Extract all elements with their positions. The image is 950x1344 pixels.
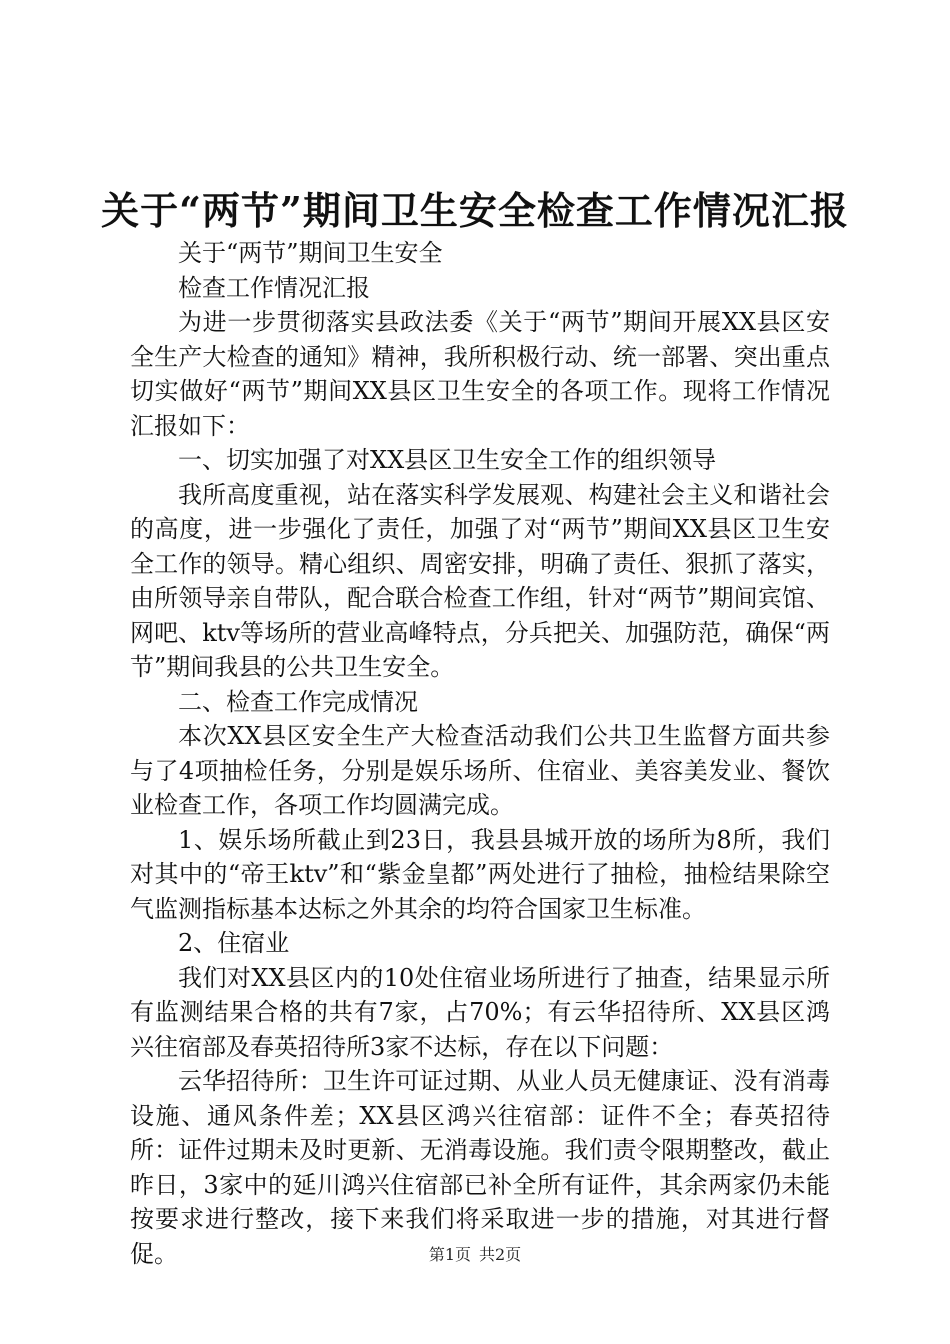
intro-paragraph: 为进一步贯彻落实县政法委《关于“两节”期间开展XX县区安全生产大检查的通知》精神，我所积极行动、统一部署、突出重点切实做好“两节”期间XX县区卫生安全的各项工作。现将工作情况汇报如下： [130,308,830,440]
page-footer [0,1244,950,1266]
subtitle-line-1: 关于“两节”期间卫生安全 [178,239,443,267]
page-number: 第1页 [428,1245,471,1264]
section-1-paragraph: 我所高度重视，站在落实科学发展观、构建社会主义和谐社会的高度，进一步强化了责任，加强了对“两节”期间XX县区卫生安全工作的领导。精心组织、周密安排，明确了责任、狠抓了落实，由所领导亲自带队，配合联合检查工作组，针对“两节”期间宾馆、网吧、ktv等场所的营业高峰特点，分兵把关、加强防范，确保“两节”期间我县的公共卫生安全。 [130,480,830,681]
issues-paragraph: 云华招待所：卫生许可证过期、从业人员无健康证、没有消毒设施、通风条件差；XX县区鸿兴往宿部：证件不全；春英招待所：证件过期未及时更新、无消毒设施。我们责令限期整改，截止昨日，3家中的延川鸿兴住宿部已补全所有证件，其余两家仍未能按要求进行整改，接下来我们将采取进一步的措施，对其进行督促。 [130,1067,830,1268]
section-2-paragraph: 本次XX县区安全生产大检查活动我们公共卫生监督方面共参与了4项抽检任务，分别是娱乐场所、住宿业、美容美发业、餐饮业检查工作，各项工作均圆满完成。 [130,722,830,819]
accommodation-paragraph: 我们对XX县区内的10处住宿业场所进行了抽查，结果显示所有监测结果合格的共有7家，占70%；有云华招待所、XX县区鸿兴往宿部及春英招待所3家不达标，存在以下问题： [130,963,830,1061]
document-body [130,236,830,1271]
page-total: 共2页 [479,1245,522,1264]
subtitle-line-2: 检查工作情况汇报 [178,273,370,302]
entertainment-venues-paragraph: 1、娱乐场所截止到23日，我县县城开放的场所为8所，我们对其中的“帝王ktv”和“紫金皇都”两处进行了抽检，抽检结果除空气监测指标基本达标之外其余的均符合国家卫生标准。 [130,825,830,923]
document-title: 关于“两节”期间卫生安全检查工作情况汇报 [101,188,849,233]
subheading-accommodation: 2、住宿业 [178,929,290,957]
section-heading-1: 一、切实加强了对XX县区卫生安全工作的组织领导 [178,446,717,474]
section-heading-2: 二、检查工作完成情况 [178,687,418,716]
